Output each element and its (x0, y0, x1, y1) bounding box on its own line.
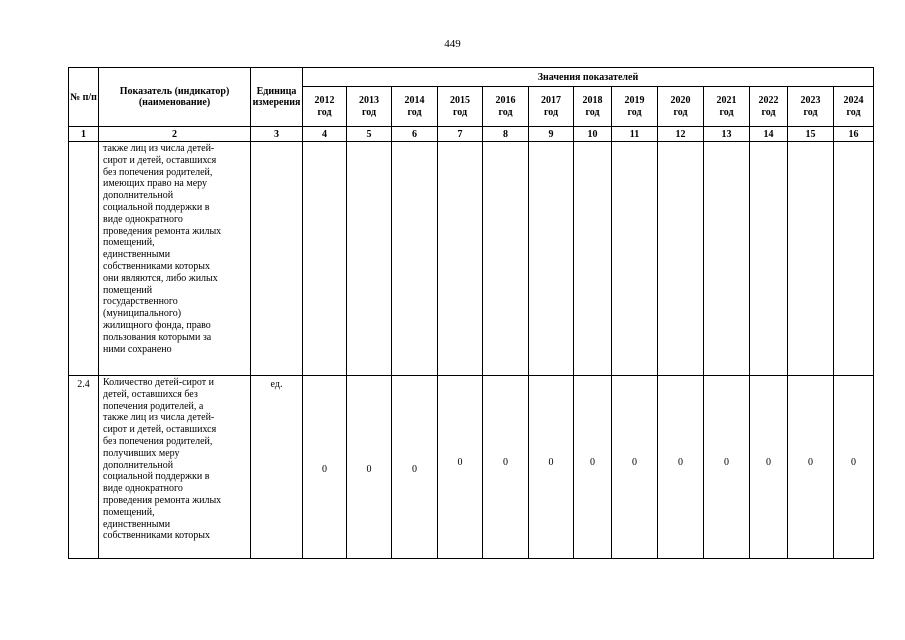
column-index: 9 (529, 127, 574, 142)
header-year: 2013 год (347, 87, 392, 127)
value-cell (704, 142, 750, 376)
table-row (69, 142, 874, 376)
value-cell (658, 142, 704, 376)
column-index: 1 (69, 127, 99, 142)
header-year: 2015 год (438, 87, 483, 127)
table-row (69, 376, 874, 559)
value-cell: 0 (834, 376, 874, 559)
page-number: 449 (444, 38, 461, 50)
value-cell (303, 142, 347, 376)
header-unit: Единица измерения (251, 68, 303, 127)
column-index: 16 (834, 127, 874, 142)
unit-cell: ед. (251, 376, 303, 559)
indicators-table (68, 67, 874, 559)
column-index: 11 (612, 127, 658, 142)
header-values-group: Значения показателей (303, 68, 874, 87)
value-cell (438, 142, 483, 376)
header-indicator: Показатель (индикатор) (наименование) (99, 68, 251, 127)
value-cell: 0 (704, 376, 750, 559)
header-year: 2020 год (658, 87, 704, 127)
value-cell: 0 (788, 376, 834, 559)
value-cell: 0 (529, 376, 574, 559)
value-cell: 0 (392, 376, 438, 559)
header-num: № п/п (69, 68, 99, 127)
header-year: 2023 год (788, 87, 834, 127)
column-index: 7 (438, 127, 483, 142)
column-index: 14 (750, 127, 788, 142)
column-index: 10 (574, 127, 612, 142)
row-number: 2.4 (69, 376, 99, 559)
value-cell (750, 142, 788, 376)
value-cell (612, 142, 658, 376)
value-cell: 0 (574, 376, 612, 559)
column-index: 2 (99, 127, 251, 142)
header-year: 2022 год (750, 87, 788, 127)
value-cell (574, 142, 612, 376)
header-year: 2018 год (574, 87, 612, 127)
value-cell (834, 142, 874, 376)
column-index: 13 (704, 127, 750, 142)
header-year: 2024 год (834, 87, 874, 127)
column-index: 8 (483, 127, 529, 142)
value-cell (529, 142, 574, 376)
value-cell: 0 (303, 376, 347, 559)
row-number (69, 142, 99, 376)
header-year: 2016 год (483, 87, 529, 127)
header-year: 2012 год (303, 87, 347, 127)
header-year: 2021 год (704, 87, 750, 127)
value-cell: 0 (612, 376, 658, 559)
column-index: 15 (788, 127, 834, 142)
column-index: 4 (303, 127, 347, 142)
value-cell (483, 142, 529, 376)
header-year: 2017 год (529, 87, 574, 127)
value-cell: 0 (438, 376, 483, 559)
value-cell: 0 (483, 376, 529, 559)
column-index: 6 (392, 127, 438, 142)
header-year: 2019 год (612, 87, 658, 127)
column-index: 5 (347, 127, 392, 142)
value-cell: 0 (347, 376, 392, 559)
value-cell: 0 (750, 376, 788, 559)
value-cell (347, 142, 392, 376)
header-year: 2014 год (392, 87, 438, 127)
value-cell: 0 (658, 376, 704, 559)
column-index: 3 (251, 127, 303, 142)
indicator-name: также лиц из числа детей- сирот и детей, оставшихся без попечения родителей, имеющих право на меру дополнительной социальной поддержки в виде однократного проведения ремонта жилых помещений, единственными собственниками которых они являются, либо жилых помещений государственного (муниципального) жилищного фонда, право пользования которыми за ними сохранено (99, 142, 251, 376)
indicator-name: Количество детей-сирот и детей, оставшихся без попечения родителей, а также лиц из числа детей- сирот и детей, оставшихся без попечения родителей, получивших меру дополнительной социальной поддержки в виде однократного проведения ремонта жилых помещений, единственными собственниками которых (99, 376, 251, 559)
unit-cell (251, 142, 303, 376)
column-index: 12 (658, 127, 704, 142)
value-cell (392, 142, 438, 376)
value-cell (788, 142, 834, 376)
